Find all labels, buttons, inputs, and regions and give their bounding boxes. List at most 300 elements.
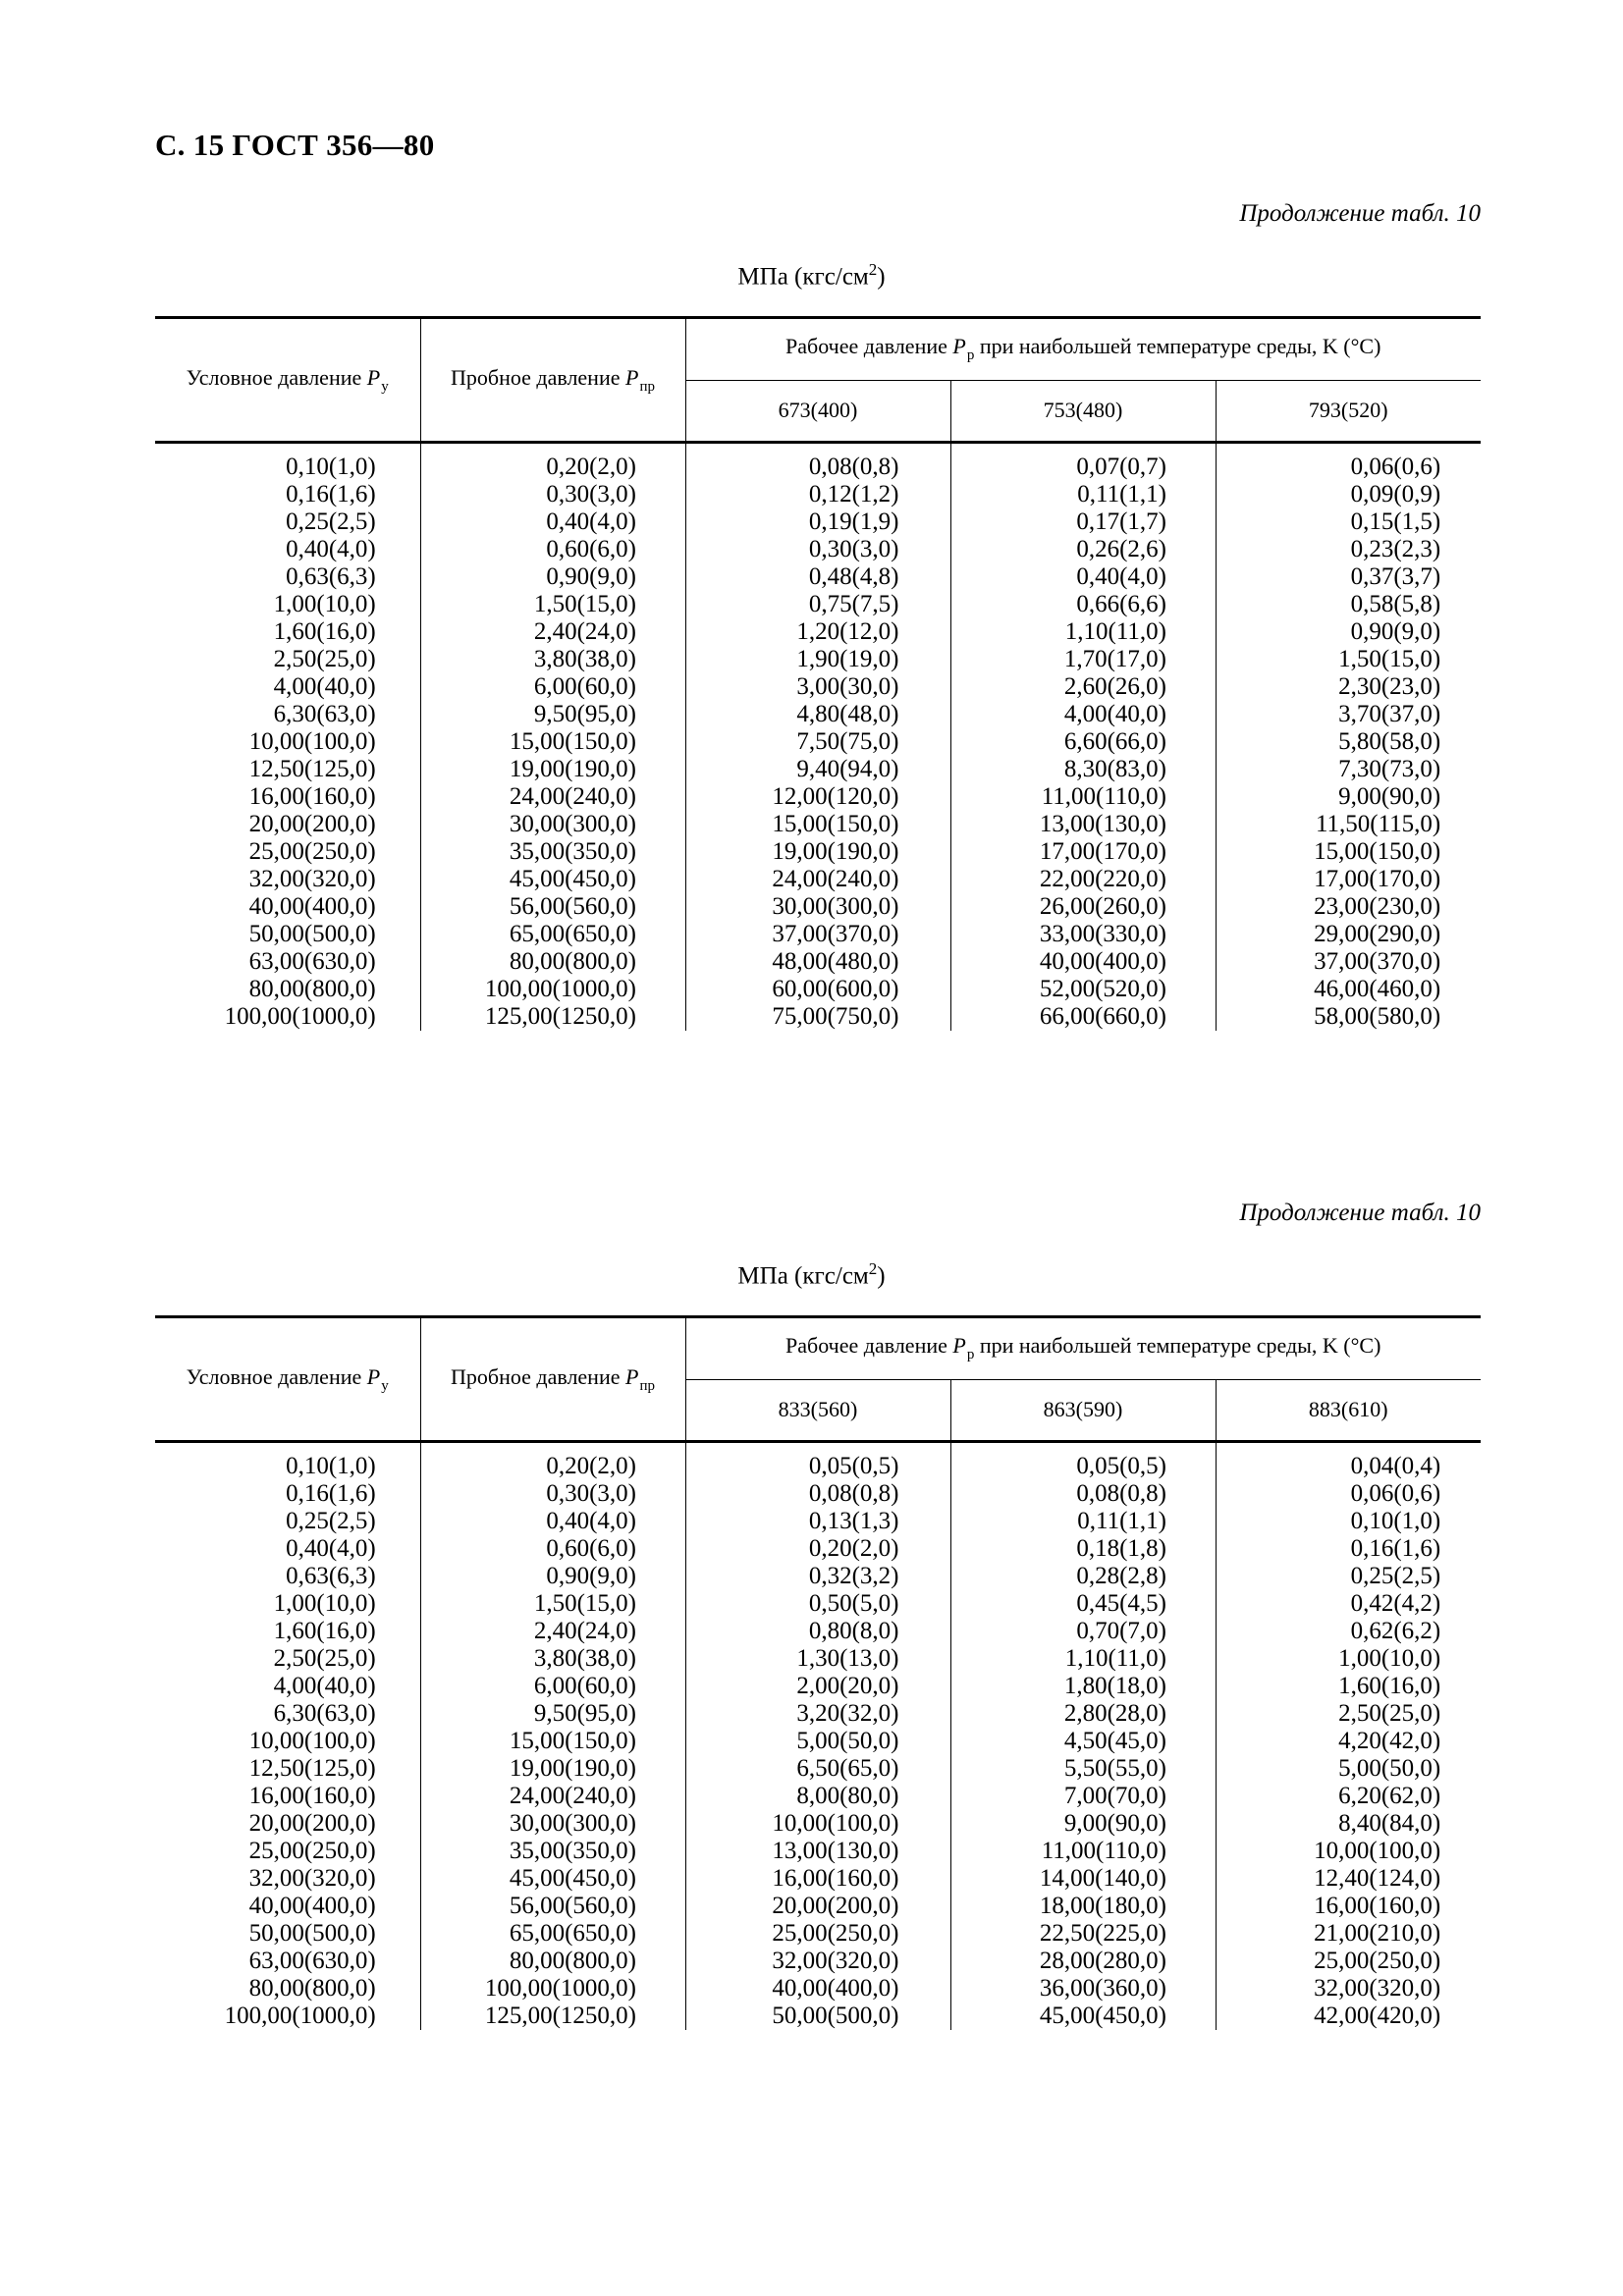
cell-value: 37,00(370,0) [772,921,899,947]
table-cell [950,1590,1216,1618]
cell-value: 5,80(58,0) [1338,728,1441,755]
cell-value: 0,08(0,8) [808,1480,899,1507]
cell-value: 16,00(160,0) [248,783,376,810]
cell-value: 40,00(400,0) [248,893,376,920]
table-cell [950,673,1216,701]
table-cell [685,1975,950,2002]
cell-value: 42,00(420,0) [1314,2002,1441,2029]
cell-value: 0,07(0,7) [1076,454,1166,480]
cell-value: 1,20(12,0) [796,618,899,645]
cell-value: 0,11(1,1) [1077,481,1166,507]
table-cell [420,1480,685,1508]
cell-value: 0,75(7,5) [808,591,899,617]
table-cell [950,1442,1216,1481]
table-cell [155,948,420,976]
cell-value: 2,40(24,0) [533,1618,636,1644]
cell-value: 32,00(320,0) [248,866,376,892]
cell-value: 60,00(600,0) [772,976,899,1002]
header-test-pressure [420,318,685,443]
table-cell [420,1645,685,1673]
table-cell [420,1535,685,1563]
table-cell [685,866,950,893]
table-cell [950,508,1216,536]
table-row [155,1590,1481,1618]
table-cell [155,591,420,618]
table-cell [950,563,1216,591]
units-label-2 [0,1259,1623,1290]
page-header: С. 15 ГОСТ 356—80 [155,128,435,162]
table-cell [950,811,1216,838]
table-cell [950,1480,1216,1508]
table-cell [1216,1563,1481,1590]
table-cell [420,811,685,838]
cell-value: 0,16(1,6) [1350,1535,1441,1562]
table-cell [155,728,420,756]
table-cell [420,536,685,563]
table-row [155,2002,1481,2030]
cell-value: 0,32(3,2) [808,1563,899,1589]
table-cell [950,1893,1216,1920]
table-cell [420,756,685,783]
table-cell [1216,756,1481,783]
table-row [155,976,1481,1003]
cell-value: 63,00(630,0) [248,948,376,975]
units-text: МПа (кгс/см [737,1262,869,1290]
header-symbol: P [952,334,966,359]
header-text: Пробное давление [451,364,621,390]
table-cell [155,1865,420,1893]
cell-value: 36,00(360,0) [1039,1975,1166,2002]
cell-value: 0,05(0,5) [1076,1453,1166,1479]
header-subscript: у [381,1377,389,1394]
table-cell [420,1755,685,1783]
table-cell [950,1535,1216,1563]
cell-value: 0,11(1,1) [1077,1508,1166,1534]
header-test-pressure [420,1317,685,1442]
table-row [155,591,1481,618]
table-cell [1216,1728,1481,1755]
table-cell [1216,591,1481,618]
table-cell [155,976,420,1003]
table-cell [685,1920,950,1948]
cell-value: 2,40(24,0) [533,618,636,645]
table-cell [155,1810,420,1838]
cell-value: 65,00(650,0) [509,921,636,947]
header-text: Рабочее давление [785,334,947,359]
cell-value: 24,00(240,0) [509,783,636,810]
table-cell [950,1783,1216,1810]
cell-value: 0,05(0,5) [808,1453,899,1479]
table-row [155,646,1481,673]
cell-value: 0,50(5,0) [808,1590,899,1617]
cell-value: 6,00(60,0) [533,1673,636,1699]
cell-value: 125,00(1250,0) [484,2002,636,2029]
cell-value: 6,30(63,0) [273,1700,376,1727]
table-cell [685,1645,950,1673]
cell-value: 1,10(11,0) [1064,618,1166,645]
cell-value: 11,00(110,0) [1041,1838,1166,1864]
table-cell [685,976,950,1003]
cell-value: 14,00(140,0) [1039,1865,1166,1892]
table-cell [1216,1810,1481,1838]
table-cell [1216,921,1481,948]
table-row [155,1755,1481,1783]
cell-value: 0,25(2,5) [286,508,376,535]
table-cell [685,481,950,508]
header-temp-3: 883(610) [1216,1379,1481,1442]
cell-value: 24,00(240,0) [509,1783,636,1809]
table-cell [1216,1442,1481,1481]
cell-value: 25,00(250,0) [248,838,376,865]
cell-value: 0,26(2,6) [1076,536,1166,562]
table-row [155,948,1481,976]
table-cell [1216,838,1481,866]
table-cell [685,2002,950,2030]
table-cell [420,2002,685,2030]
table-cell [1216,728,1481,756]
cell-value: 100,00(1000,0) [224,2002,376,2029]
table-row [155,1563,1481,1590]
table-cell [685,1590,950,1618]
table-cell [950,591,1216,618]
table-cell [1216,1700,1481,1728]
cell-value: 5,50(55,0) [1063,1755,1166,1782]
table-cell [1216,1508,1481,1535]
cell-value: 35,00(350,0) [509,838,636,865]
cell-value: 1,70(17,0) [1063,646,1166,672]
cell-value: 4,20(42,0) [1338,1728,1441,1754]
table-cell [1216,1838,1481,1865]
table-row [155,838,1481,866]
cell-value: 0,60(6,0) [546,1535,636,1562]
cell-value: 40,00(400,0) [1039,948,1166,975]
cell-value: 26,00(260,0) [1039,893,1166,920]
table-row [155,536,1481,563]
table-row [155,1783,1481,1810]
table-cell [950,756,1216,783]
cell-value: 4,00(40,0) [273,673,376,700]
cell-value: 6,00(60,0) [533,673,636,700]
cell-value: 32,00(320,0) [248,1865,376,1892]
cell-value: 46,00(460,0) [1314,976,1441,1002]
table-cell [155,1755,420,1783]
table-cell [1216,1920,1481,1948]
table-row [155,1508,1481,1535]
table-cell [1216,563,1481,591]
table-cell [1216,536,1481,563]
header-text-tail: при наибольшей температуре среды, K (°C) [979,1333,1381,1359]
table-row [155,1865,1481,1893]
table-cell [685,563,950,591]
table-cell [950,976,1216,1003]
table-cell [950,1508,1216,1535]
cell-value: 45,00(450,0) [1039,2002,1166,2029]
table-cell [950,1975,1216,2002]
table-cell [155,1920,420,1948]
cell-value: 10,00(100,0) [772,1810,899,1837]
table-cell [685,1948,950,1975]
table-cell [155,1783,420,1810]
cell-value: 1,50(15,0) [533,591,636,617]
table-cell [1216,646,1481,673]
cell-value: 0,90(9,0) [546,563,636,590]
cell-value: 4,00(40,0) [1063,701,1166,727]
cell-value: 3,80(38,0) [533,1645,636,1672]
cell-value: 17,00(170,0) [1314,866,1441,892]
cell-value: 0,42(4,2) [1350,1590,1441,1617]
cell-value: 6,60(66,0) [1063,728,1166,755]
cell-value: 15,00(150,0) [509,1728,636,1754]
cell-value: 0,12(1,2) [808,481,899,507]
cell-value: 19,00(190,0) [772,838,899,865]
table-cell [685,1838,950,1865]
cell-value: 13,00(130,0) [772,1838,899,1864]
header-symbol: P [625,1363,639,1389]
cell-value: 0,62(6,2) [1350,1618,1441,1644]
cell-value: 19,00(190,0) [509,1755,636,1782]
units-label-1 [0,260,1623,291]
units-superscript: 2 [868,260,878,279]
table-cell [950,646,1216,673]
table-cell [685,893,950,921]
table-row [155,1810,1481,1838]
table-cell [950,1948,1216,1975]
table-cell [685,783,950,811]
cell-value: 50,00(500,0) [248,921,376,947]
table-body-1 [155,443,1481,1032]
cell-value: 25,00(250,0) [1314,1948,1441,1974]
cell-value: 0,10(1,0) [286,1453,376,1479]
table-cell [155,563,420,591]
cell-value: 0,15(1,5) [1350,508,1441,535]
cell-value: 1,50(15,0) [1338,646,1441,672]
cell-value: 0,16(1,6) [286,481,376,507]
table-cell [950,866,1216,893]
cell-value: 30,00(300,0) [509,1810,636,1837]
table-cell [420,1563,685,1590]
cell-value: 75,00(750,0) [772,1003,899,1030]
header-subscript: р [966,1347,975,1363]
table-cell [1216,1783,1481,1810]
cell-value: 56,00(560,0) [509,893,636,920]
table-cell [1216,1893,1481,1920]
table-cell [420,1810,685,1838]
cell-value: 0,08(0,8) [808,454,899,480]
cell-value: 0,40(4,0) [286,1535,376,1562]
table-cell [685,1893,950,1920]
cell-value: 80,00(800,0) [248,976,376,1002]
table-cell [1216,673,1481,701]
table-row [155,1645,1481,1673]
cell-value: 9,00(90,0) [1338,783,1441,810]
cell-value: 3,20(32,0) [796,1700,899,1727]
table-cell [420,783,685,811]
table-cell [1216,811,1481,838]
cell-value: 12,00(120,0) [772,783,899,810]
table-row [155,1975,1481,2002]
cell-value: 2,30(23,0) [1338,673,1441,700]
cell-value: 8,40(84,0) [1338,1810,1441,1837]
table-cell [155,1975,420,2002]
table-cell [950,536,1216,563]
table-cell [1216,1975,1481,2002]
cell-value: 0,09(0,9) [1350,481,1441,507]
table-cell [155,481,420,508]
cell-value: 48,00(480,0) [772,948,899,975]
table-cell [420,591,685,618]
table-row [155,783,1481,811]
table-cell [685,756,950,783]
cell-value: 0,10(1,0) [286,454,376,480]
table-row [155,728,1481,756]
cell-value: 3,70(37,0) [1338,701,1441,727]
header-symbol: P [625,364,639,390]
cell-value: 30,00(300,0) [509,811,636,837]
table-cell [420,701,685,728]
table-cell [950,1755,1216,1783]
table-cell [1216,1003,1481,1031]
cell-value: 2,50(25,0) [1338,1700,1441,1727]
cell-value: 22,00(220,0) [1039,866,1166,892]
table-cell [155,893,420,921]
table-cell [1216,976,1481,1003]
table-cell [685,1700,950,1728]
table-cell [420,1508,685,1535]
cell-value: 17,00(170,0) [1039,838,1166,865]
table-row [155,563,1481,591]
cell-value: 80,00(800,0) [248,1975,376,2002]
cell-value: 0,90(9,0) [546,1563,636,1589]
header-text-tail: при наибольшей температуре среды, K (°C) [979,334,1381,359]
header-symbol: P [952,1333,966,1359]
cell-value: 5,00(50,0) [796,1728,899,1754]
cell-value: 45,00(450,0) [509,1865,636,1892]
table-cell [685,1480,950,1508]
table-cell [950,443,1216,482]
cell-value: 0,40(4,0) [286,536,376,562]
cell-value: 0,08(0,8) [1076,1480,1166,1507]
cell-value: 0,63(6,3) [286,1563,376,1589]
cell-value: 15,00(150,0) [772,811,899,837]
cell-value: 0,66(6,6) [1076,591,1166,617]
cell-value: 0,63(6,3) [286,563,376,590]
table-cell [155,1590,420,1618]
cell-value: 9,50(95,0) [533,701,636,727]
table-cell [950,893,1216,921]
cell-value: 8,30(83,0) [1063,756,1166,782]
table-cell [950,1645,1216,1673]
header-text: Рабочее давление [785,1333,947,1359]
table-cell [1216,1645,1481,1673]
cell-value: 19,00(190,0) [509,756,636,782]
cell-value: 50,00(500,0) [772,2002,899,2029]
table-cell [155,1838,420,1865]
table-cell [155,1645,420,1673]
cell-value: 6,20(62,0) [1338,1783,1441,1809]
cell-value: 8,00(80,0) [796,1783,899,1809]
cell-value: 0,48(4,8) [808,563,899,590]
cell-value: 25,00(250,0) [772,1920,899,1947]
cell-value: 37,00(370,0) [1314,948,1441,975]
table-row [155,921,1481,948]
table-cell [685,673,950,701]
table-cell [420,1975,685,2002]
cell-value: 7,50(75,0) [796,728,899,755]
cell-value: 32,00(320,0) [772,1948,899,1974]
table-cell [685,728,950,756]
table-cell [420,1728,685,1755]
table-cell [685,1508,950,1535]
table-row [155,1893,1481,1920]
cell-value: 10,00(100,0) [248,728,376,755]
table-cell [155,1480,420,1508]
header-subscript: р [966,347,975,364]
header-subscript: пр [639,1377,655,1394]
cell-value: 50,00(500,0) [248,1920,376,1947]
table-row [155,1700,1481,1728]
table-row [155,866,1481,893]
cell-value: 29,00(290,0) [1314,921,1441,947]
cell-value: 0,20(2,0) [546,454,636,480]
cell-value: 0,58(5,8) [1350,591,1441,617]
table-cell [420,1783,685,1810]
units-close: ) [877,1262,886,1290]
continuation-label-1: Продолжение табл. 10 [1239,200,1481,227]
cell-value: 0,25(2,5) [286,1508,376,1534]
header-temp-1: 673(400) [685,380,950,443]
table-cell [1216,893,1481,921]
table-cell [155,1948,420,1975]
cell-value: 0,30(3,0) [546,481,636,507]
table-cell [950,481,1216,508]
cell-value: 1,80(18,0) [1063,1673,1166,1699]
table-cell [1216,1480,1481,1508]
table-row [155,1948,1481,1975]
cell-value: 13,00(130,0) [1039,811,1166,837]
header-temp-2: 863(590) [950,1379,1216,1442]
cell-value: 0,30(3,0) [546,1480,636,1507]
table-cell [685,646,950,673]
table-row [155,481,1481,508]
table-row [155,1618,1481,1645]
table-row [155,1838,1481,1865]
cell-value: 5,00(50,0) [1338,1755,1441,1782]
cell-value: 22,50(225,0) [1039,1920,1166,1947]
table-cell [420,1920,685,1948]
header-working-pressure [685,1317,1481,1380]
cell-value: 0,06(0,6) [1350,454,1441,480]
cell-value: 30,00(300,0) [772,893,899,920]
table-cell [155,1728,420,1755]
table-row [155,508,1481,536]
table-row [155,1442,1481,1481]
cell-value: 11,50(115,0) [1315,811,1441,837]
table-cell [420,646,685,673]
table-cell [1216,701,1481,728]
cell-value: 0,18(1,8) [1076,1535,1166,1562]
cell-value: 2,50(25,0) [273,646,376,672]
table-cell [1216,1673,1481,1700]
table-cell [950,1700,1216,1728]
table-cell [685,1810,950,1838]
cell-value: 0,10(1,0) [1350,1508,1441,1534]
cell-value: 18,00(180,0) [1039,1893,1166,1919]
cell-value: 4,50(45,0) [1063,1728,1166,1754]
header-nominal-pressure [155,1317,420,1442]
cell-value: 65,00(650,0) [509,1920,636,1947]
table-cell [1216,1618,1481,1645]
table-cell [1216,1948,1481,1975]
